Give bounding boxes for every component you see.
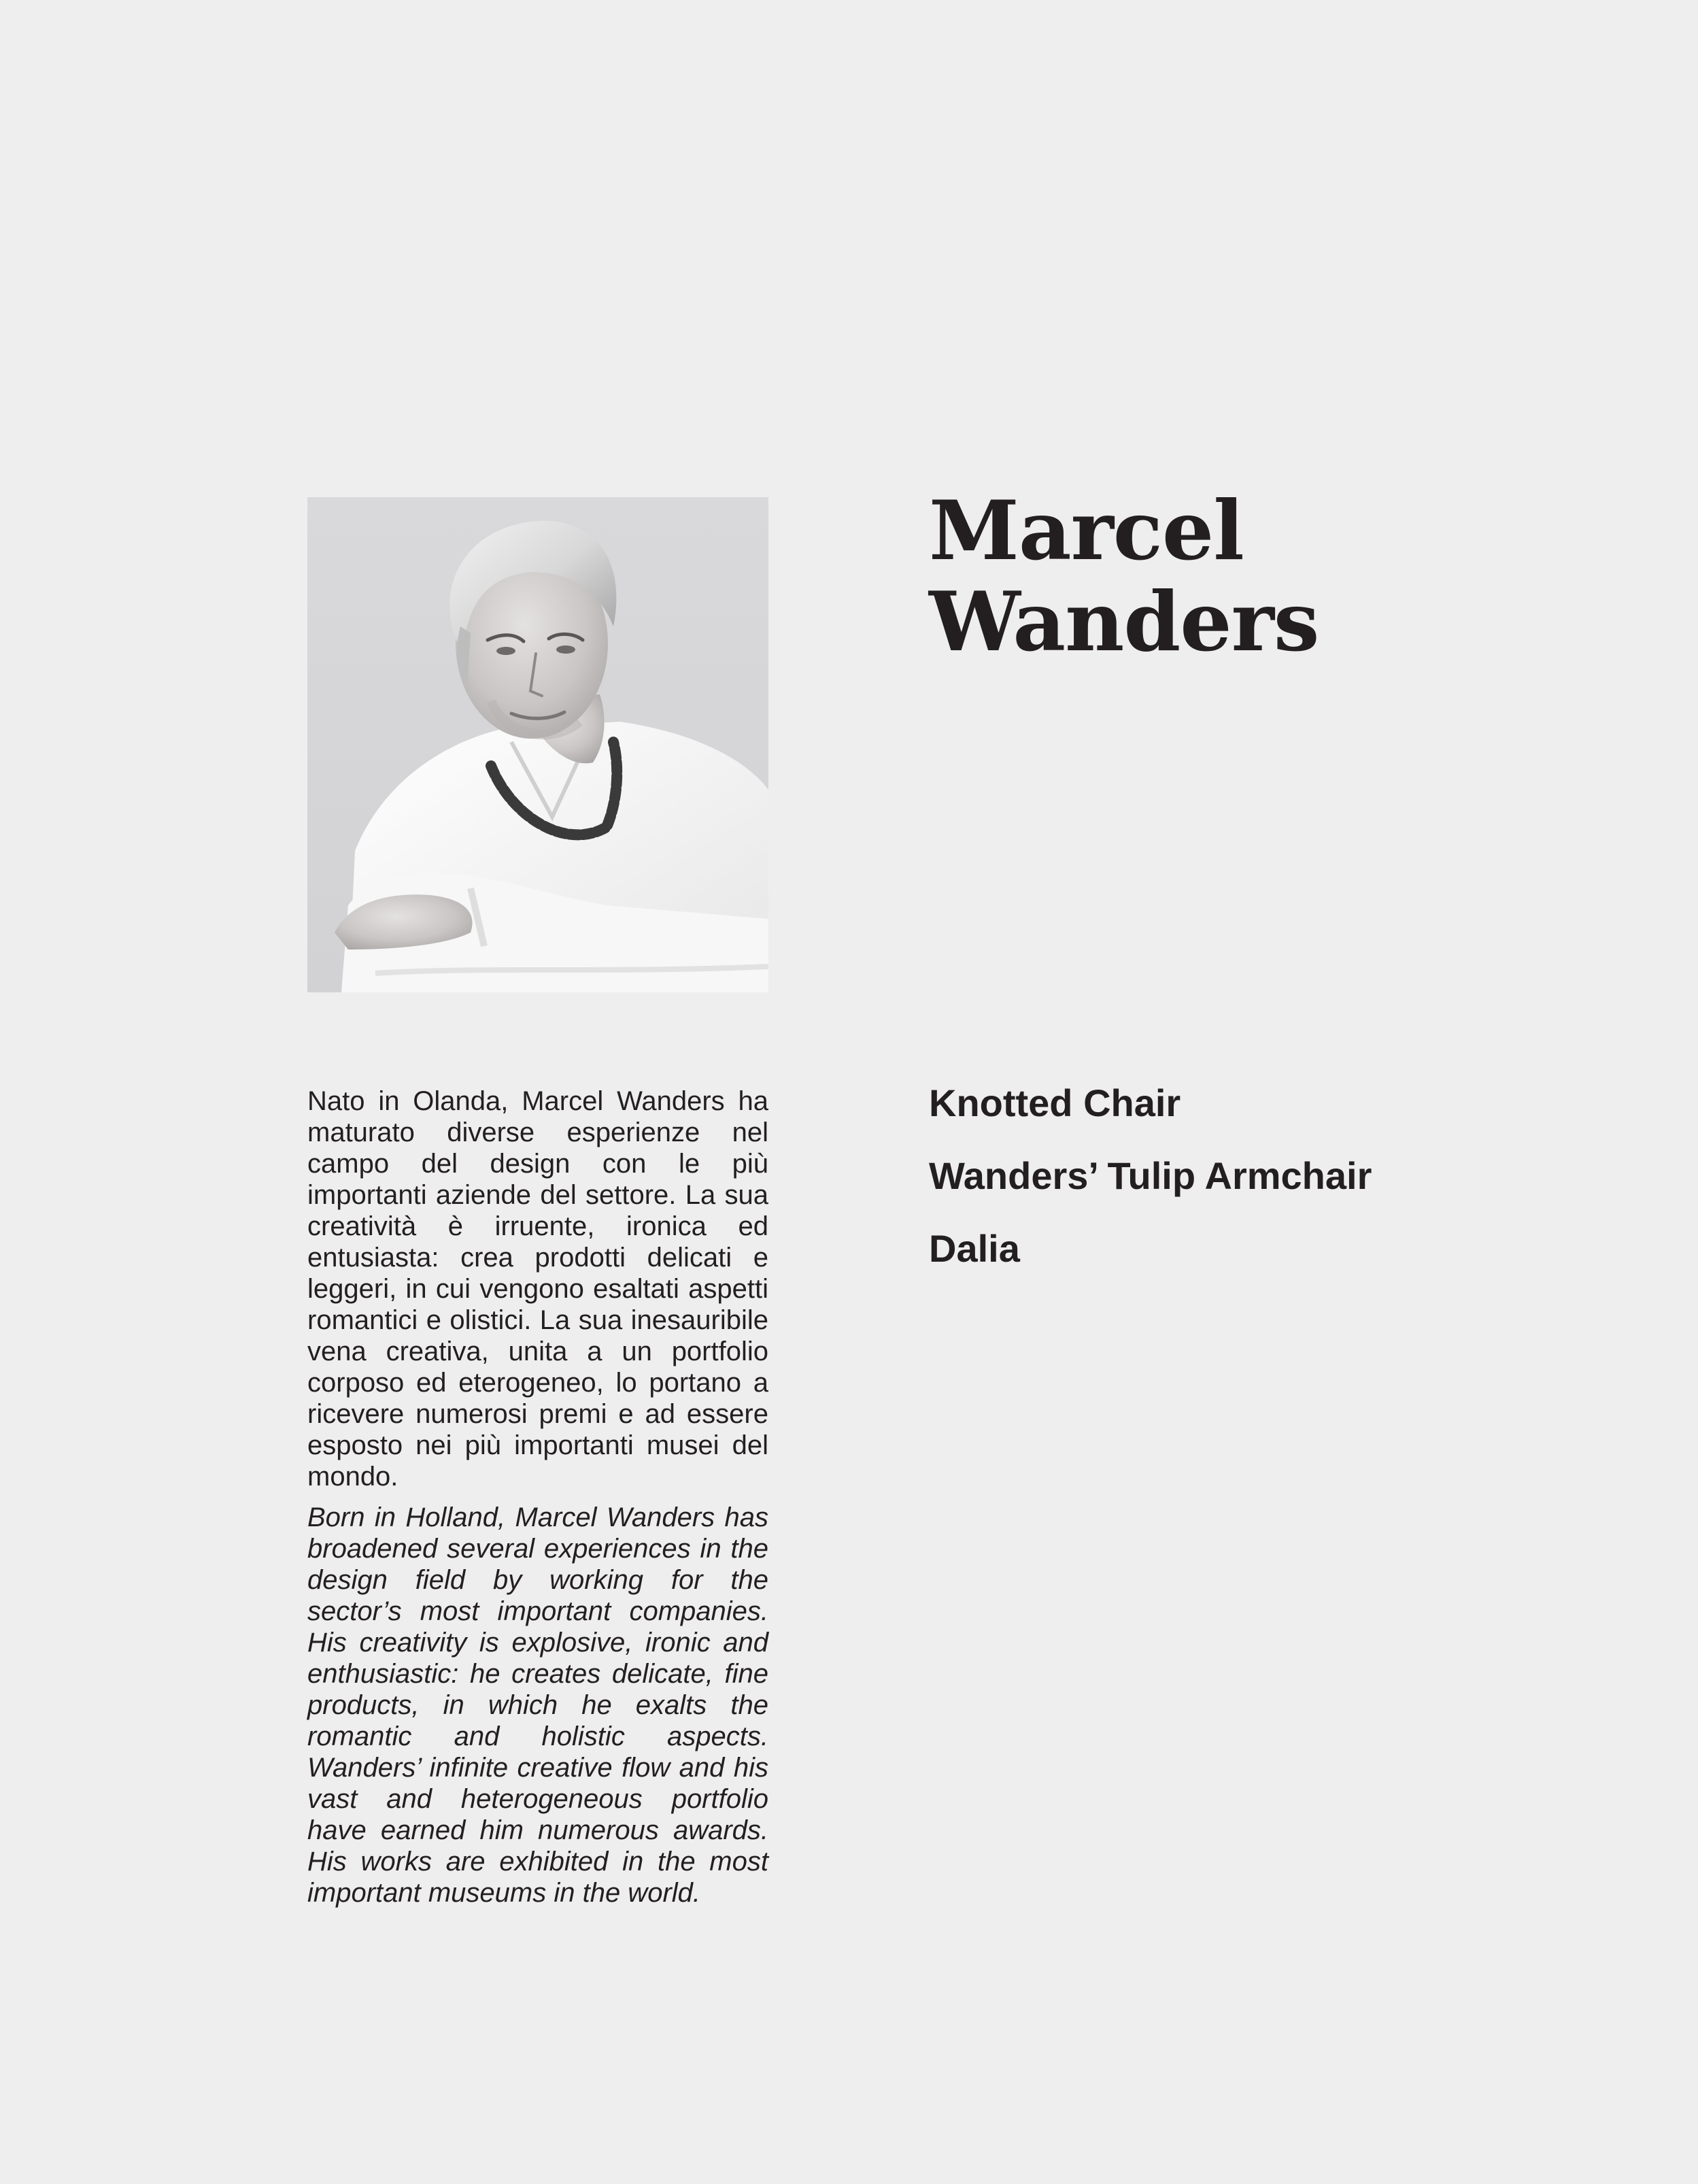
product-item-dalia: Dalia	[929, 1227, 1020, 1270]
designer-name	[929, 483, 1319, 670]
product-list	[929, 1081, 1372, 1300]
portrait-photo-icon	[307, 497, 768, 992]
bio-english: Born in Holland, Marcel Wanders has broadened several experiences in the design field by working for the sector’s most important companies. His creativity is explosive, ironic and enthusiastic: he creates delicate, fine products, in which he exalts the romantic and holistic aspects. Wanders’ infinite creative flow and his vast and heterogeneous portfolio have earned him numerous awards. His works are exhibited in the most important museums in the world.	[307, 1502, 768, 1908]
bio-italian: Nato in Olanda, Marcel Wanders ha maturato diverse esperienze nel campo del design con le più importanti aziende del settore. La sua creatività è irruente, ironica ed entusiasta: crea prodotti delicati e leggeri, in cui vengono esaltati aspetti romantici e olistici. La sua inesauribile vena creativa, unita a un portfolio corposo ed eterogeneo, lo portano a ricevere numerosi premi e ad essere esposto nei più importanti musei del mondo.	[307, 1086, 768, 1492]
product-item-knotted-chair: Knotted Chair	[929, 1081, 1181, 1124]
designer-last-name: Wanders	[929, 574, 1319, 670]
designer-photo	[307, 497, 768, 992]
product-item-tulip-armchair: Wanders’ Tulip Armchair	[929, 1154, 1372, 1197]
designer-first-name: Marcel	[929, 483, 1244, 579]
